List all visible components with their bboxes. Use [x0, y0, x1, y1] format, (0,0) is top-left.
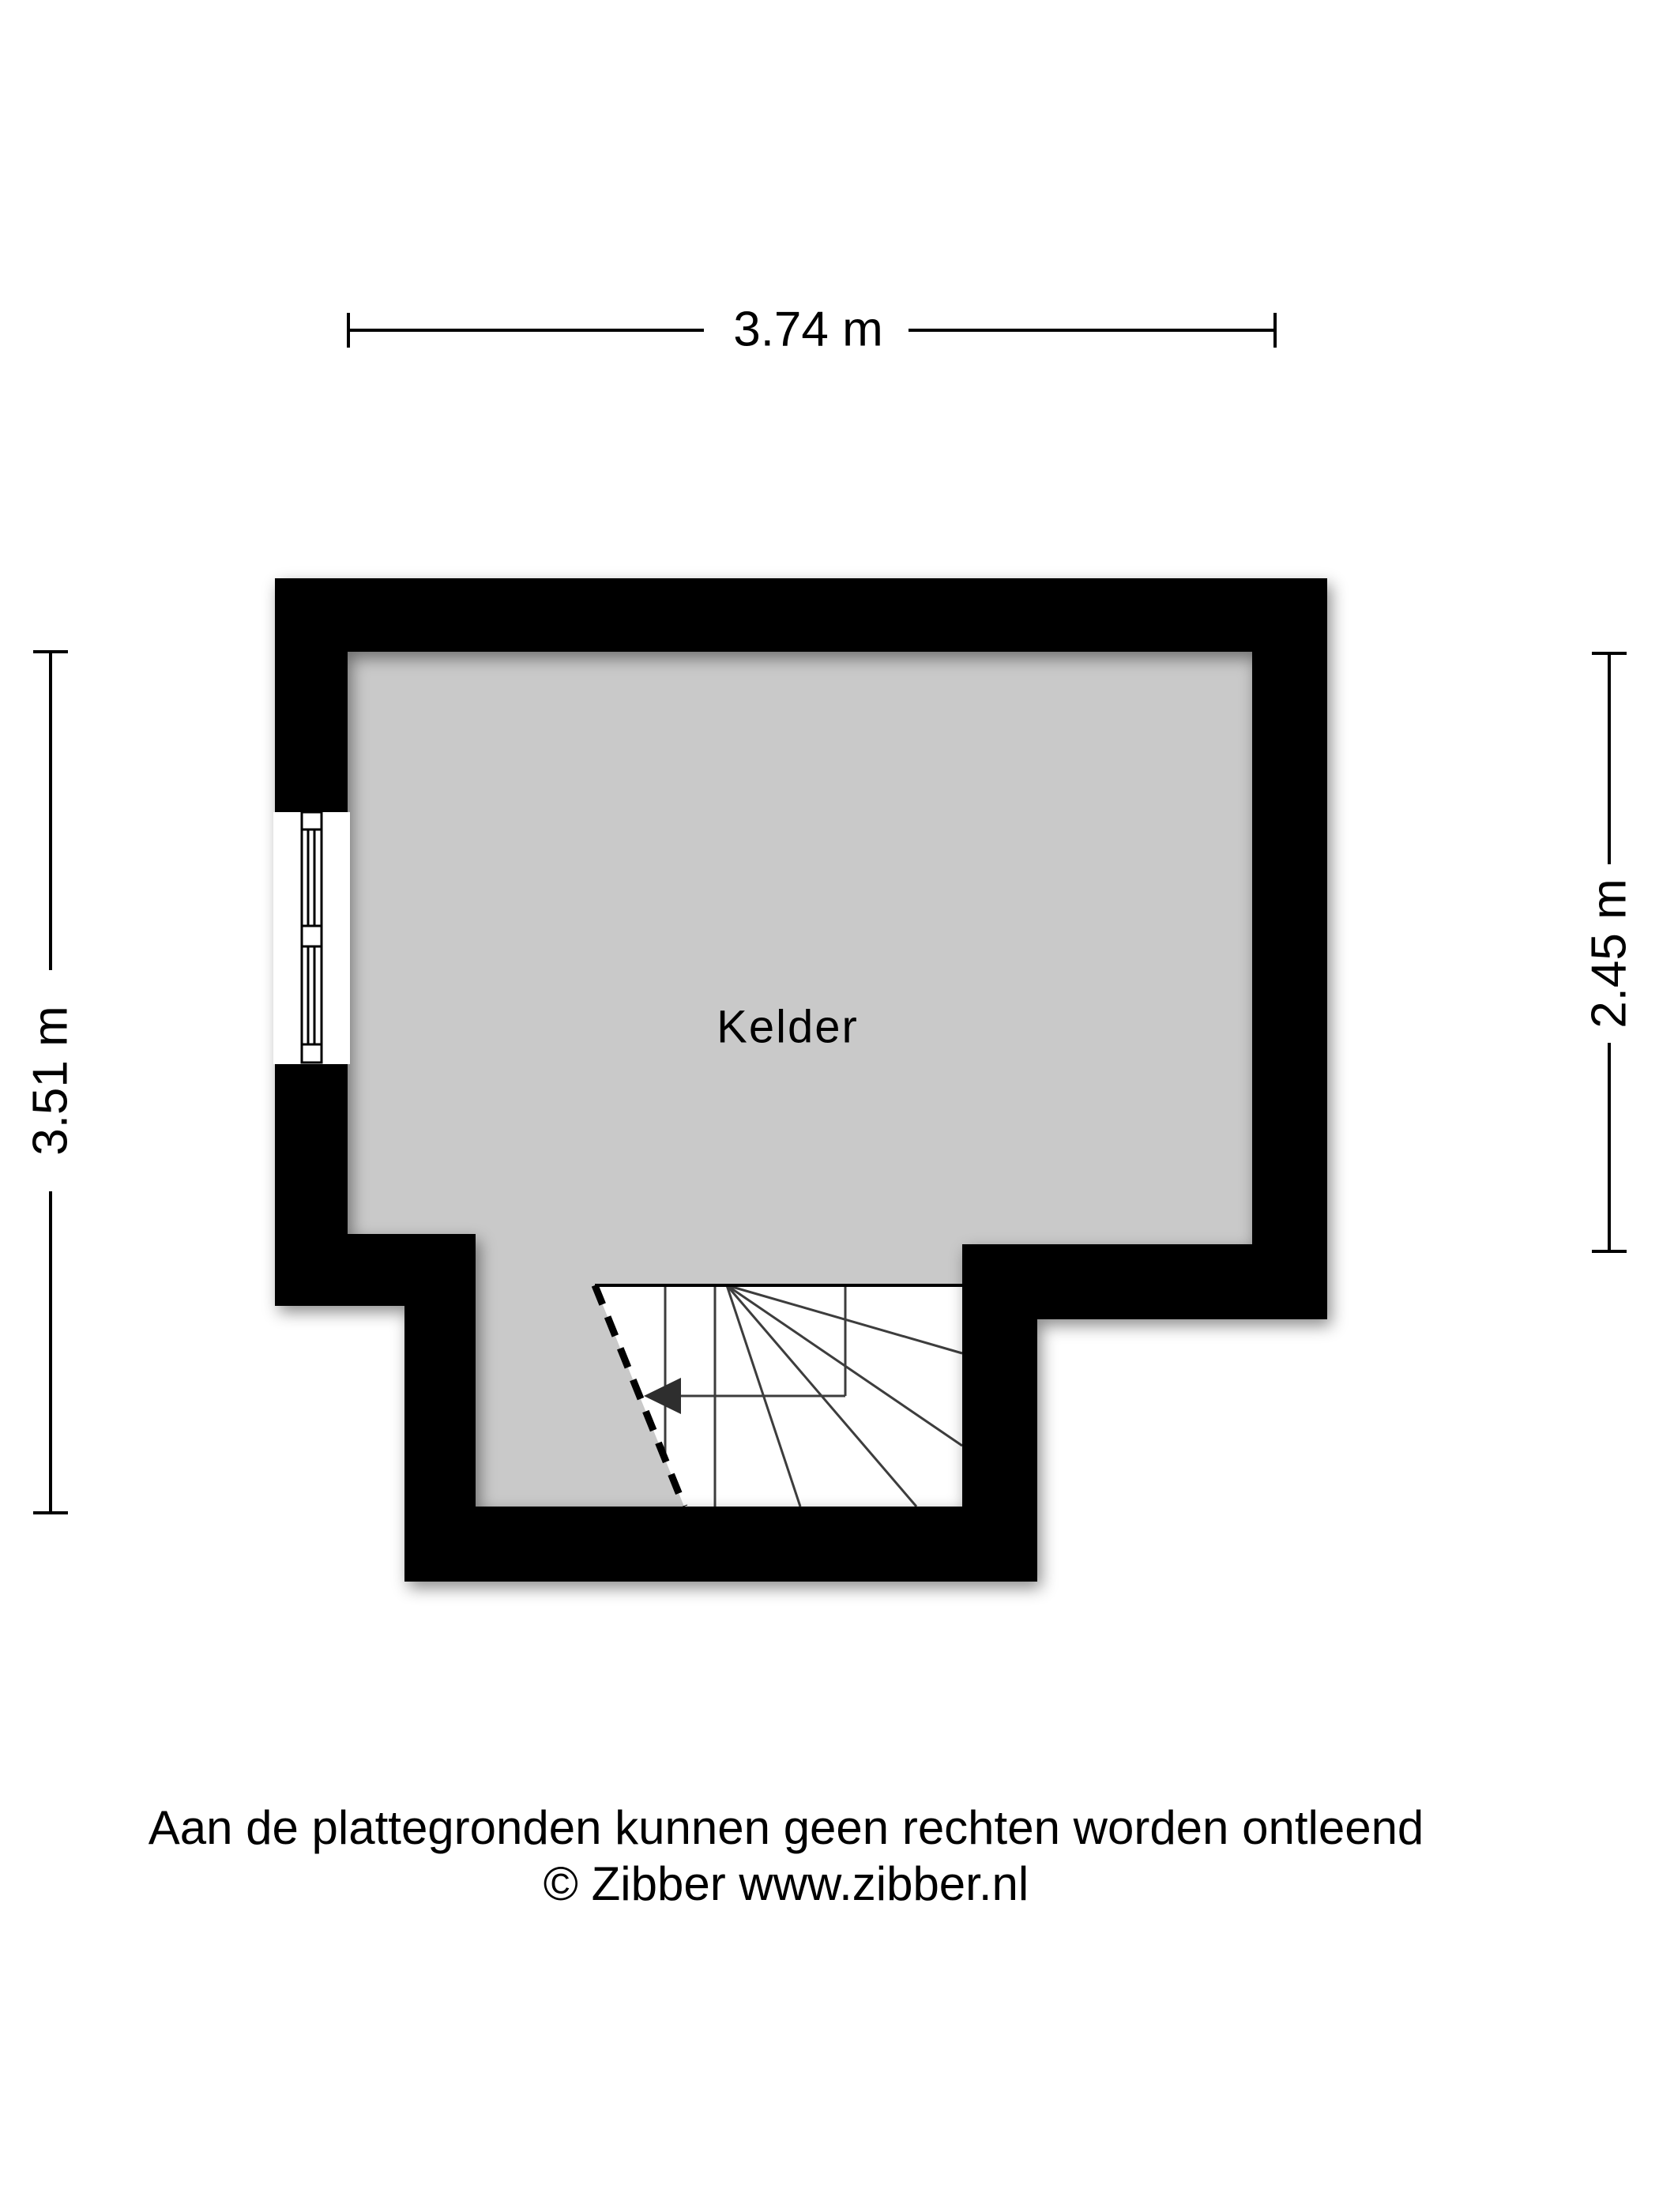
room-label: Kelder [717, 1001, 859, 1053]
disclaimer-line2: © Zibber www.zibber.nl [543, 1857, 1029, 1910]
window-symbol [273, 812, 350, 1064]
disclaimer-line1: Aan de plattegronden kunnen geen rechten worden ontleend [148, 1801, 1424, 1854]
disclaimer [149, 1800, 1424, 1912]
window-frame [302, 812, 322, 1063]
dimension-top-label: 3.74 m [733, 302, 883, 357]
dimension-left-label: 3.51 m [23, 1006, 78, 1156]
dimension-right-label: 2.45 m [1582, 878, 1637, 1029]
